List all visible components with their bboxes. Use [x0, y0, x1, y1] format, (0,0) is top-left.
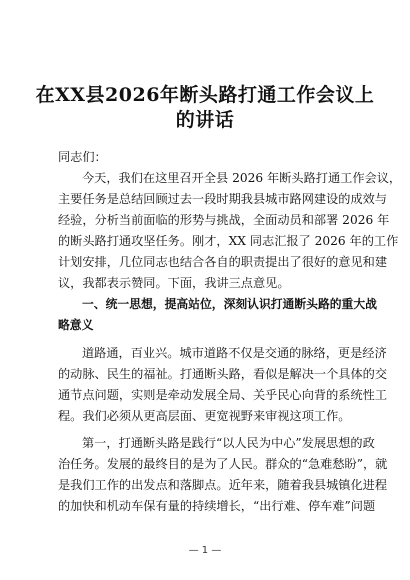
paragraph-2-line-3: 通节点问题，实则是牵动发展全局、关乎民心向背的系统性工: [58, 388, 388, 402]
paragraph-1-line-3: 经验，分析当前面临的形势与挑战，全面动员和部署 2026 年: [58, 213, 390, 227]
section-heading-line-1: 一、统一思想，提高站位，深刻认识打通断头路的重大战: [82, 297, 377, 311]
paragraph-2-line-2: 的动脉、民生的福祉。打通断头路，看似是解决一个具体的交: [58, 367, 388, 381]
document-title-line-1: 在XX县2026年断头路打通工作会议上: [35, 84, 375, 106]
paragraph-1-line-5: 计划安排，几位同志也结合各自的职责提出了很好的意见和建: [58, 255, 388, 269]
paragraph-1-line-6: 议，我都表示赞同。下面，我讲三点意见。: [58, 276, 290, 290]
paragraph-2-line-1: 道路通，百业兴。城市道路不仅是交通的脉络，更是经济: [82, 346, 387, 360]
paragraph-3-line-1: 第一，打通断头路是践行“以人民为中心”发展思想的政: [82, 436, 375, 450]
paragraph-3-line-4: 的加快和机动车保有量的持续增长，“出行难、停车难”问题: [58, 499, 376, 513]
section-heading-line-2: 略意义: [58, 318, 94, 332]
paragraph-2-line-4: 程。我们必须从更高层面、更宽视野来审视这项工作。: [58, 409, 351, 423]
paragraph-3-line-3: 是我们工作的出发点和落脚点。近年来，随着我县城镇化进程: [58, 478, 388, 492]
paragraph-1-line-2: 主要任务是总结回顾过去一段时期我县城市路网建设的成效与: [58, 192, 388, 206]
paragraph-1-line-1: 今天，我们在这里召开全县 2026 年断头路打通工作会议，: [82, 171, 402, 185]
page-number: — 1 —: [188, 545, 222, 556]
document-title-line-2: 的讲话: [175, 109, 235, 131]
greeting: 同志们：: [58, 150, 107, 164]
paragraph-3-line-2: 治任务。发展的最终目的是为了人民。群众的“急难愁盼”，就: [58, 457, 388, 471]
paragraph-1-line-4: 的断头路打通攻坚任务。刚才，XX 同志汇报了 2026 年的工作: [58, 234, 399, 248]
